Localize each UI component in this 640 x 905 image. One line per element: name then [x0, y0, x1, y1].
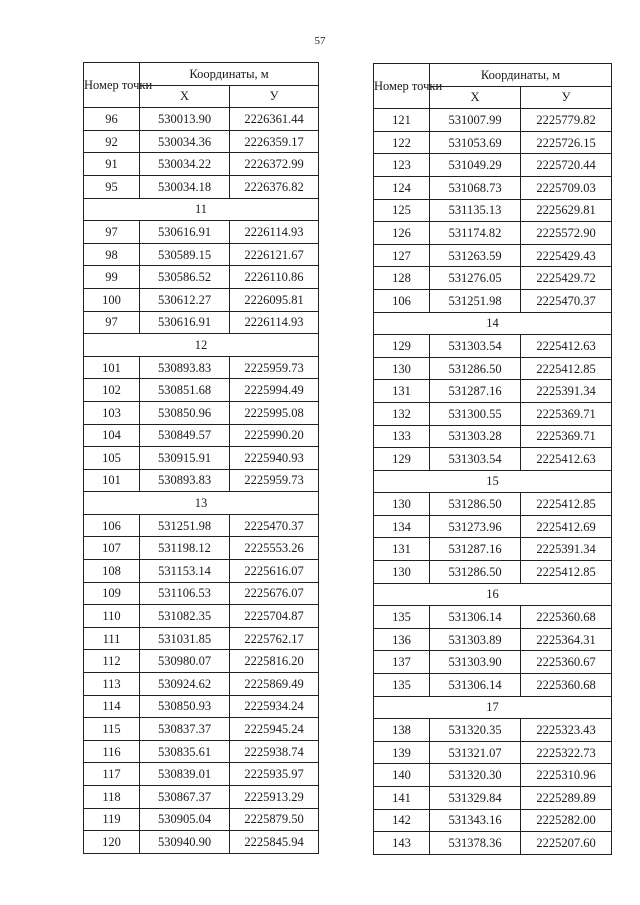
x-coordinate-cell: 531263.59	[430, 244, 521, 267]
y-coordinate-cell: 2225990.20	[230, 424, 319, 447]
table-row	[374, 764, 612, 787]
point-number-header: Номер точки	[84, 63, 140, 108]
y-coordinate-cell: 2225412.63	[521, 335, 612, 358]
table-row	[84, 650, 319, 673]
point-number-cell: 127	[374, 244, 430, 267]
table-row	[374, 267, 612, 290]
x-header: Х	[430, 86, 521, 109]
point-number-cell: 116	[84, 740, 140, 763]
table-row	[84, 424, 319, 447]
table-row	[84, 740, 319, 763]
x-coordinate-cell: 531306.14	[430, 606, 521, 629]
point-number-cell: 130	[374, 561, 430, 584]
y-coordinate-cell: 2225289.89	[521, 787, 612, 810]
x-coordinate-cell: 530915.91	[140, 447, 230, 470]
x-coordinate-cell: 530586.52	[140, 266, 230, 289]
x-coordinate-cell: 531286.50	[430, 357, 521, 380]
x-coordinate-cell: 530612.27	[140, 288, 230, 311]
x-coordinate-cell: 530980.07	[140, 650, 230, 673]
y-coordinate-cell: 2225938.74	[230, 740, 319, 763]
table-row	[374, 289, 612, 312]
table-row	[84, 627, 319, 650]
x-coordinate-cell: 531300.55	[430, 402, 521, 425]
point-number-cell: 97	[84, 221, 140, 244]
point-number-cell: 92	[84, 130, 140, 153]
x-coordinate-cell: 531343.16	[430, 809, 521, 832]
table-row	[374, 109, 612, 132]
x-coordinate-cell: 530849.57	[140, 424, 230, 447]
table-row	[374, 199, 612, 222]
group-label: 14	[374, 312, 612, 335]
y-coordinate-cell: 2226372.99	[230, 153, 319, 176]
x-coordinate-cell: 531251.98	[430, 289, 521, 312]
x-coordinate-cell: 531329.84	[430, 787, 521, 810]
table-row	[84, 130, 319, 153]
y-coordinate-cell: 2225360.68	[521, 674, 612, 697]
coordinates-table-left	[83, 62, 319, 854]
y-coordinate-cell: 2225629.81	[521, 199, 612, 222]
x-coordinate-cell: 531174.82	[430, 222, 521, 245]
table-row	[374, 176, 612, 199]
x-coordinate-cell: 530893.83	[140, 469, 230, 492]
table-row	[84, 718, 319, 741]
y-coordinate-cell: 2225572.90	[521, 222, 612, 245]
point-number-cell: 101	[84, 469, 140, 492]
table-row	[84, 831, 319, 854]
y-coordinate-cell: 2225429.72	[521, 267, 612, 290]
point-number-cell: 125	[374, 199, 430, 222]
table-row	[374, 425, 612, 448]
table-row	[374, 402, 612, 425]
point-number-cell: 135	[374, 674, 430, 697]
y-coordinate-cell: 2225994.49	[230, 379, 319, 402]
table-row	[84, 582, 319, 605]
x-coordinate-cell: 530589.15	[140, 243, 230, 266]
y-coordinate-cell: 2225709.03	[521, 176, 612, 199]
y-coordinate-cell: 2225323.43	[521, 719, 612, 742]
point-number-cell: 113	[84, 673, 140, 696]
y-coordinate-cell: 2225816.20	[230, 650, 319, 673]
x-coordinate-cell: 531068.73	[430, 176, 521, 199]
point-number-cell: 136	[374, 628, 430, 651]
table-row	[374, 335, 612, 358]
y-coordinate-cell: 2225412.85	[521, 561, 612, 584]
x-coordinate-cell: 530835.61	[140, 740, 230, 763]
y-coordinate-cell: 2225391.34	[521, 538, 612, 561]
table-row	[374, 651, 612, 674]
y-coordinate-cell: 2225935.97	[230, 763, 319, 786]
group-label: 12	[84, 334, 319, 357]
table-row	[374, 628, 612, 651]
point-number-cell: 120	[84, 831, 140, 854]
table-row	[374, 674, 612, 697]
y-coordinate-cell: 2225913.29	[230, 786, 319, 809]
table-row	[84, 266, 319, 289]
y-coordinate-cell: 2226114.93	[230, 311, 319, 334]
coordinates-table-right	[373, 63, 612, 855]
x-coordinate-cell: 531053.69	[430, 131, 521, 154]
point-number-cell: 112	[84, 650, 140, 673]
y-coordinate-cell: 2225310.96	[521, 764, 612, 787]
table-row	[374, 719, 612, 742]
x-coordinate-cell: 531303.54	[430, 335, 521, 358]
point-number-header: Номер точки	[374, 64, 430, 109]
x-coordinate-cell: 530616.91	[140, 221, 230, 244]
table-row	[374, 809, 612, 832]
y-coordinate-cell: 2225779.82	[521, 109, 612, 132]
y-coordinate-cell: 2225470.37	[230, 514, 319, 537]
table-row	[84, 379, 319, 402]
x-coordinate-cell: 531251.98	[140, 514, 230, 537]
x-coordinate-cell: 531287.16	[430, 380, 521, 403]
y-coordinate-cell: 2225704.87	[230, 605, 319, 628]
y-coordinate-cell: 2225762.17	[230, 627, 319, 650]
point-number-cell: 141	[374, 787, 430, 810]
y-coordinate-cell: 2226110.86	[230, 266, 319, 289]
table-row	[374, 493, 612, 516]
y-coordinate-cell: 2225282.00	[521, 809, 612, 832]
y-coordinate-cell: 2225959.73	[230, 356, 319, 379]
coordinates-table-left-body	[84, 108, 319, 854]
x-coordinate-cell: 531082.35	[140, 605, 230, 628]
point-number-cell: 139	[374, 741, 430, 764]
x-coordinate-cell: 530839.01	[140, 763, 230, 786]
table-row	[84, 537, 319, 560]
table-row	[84, 560, 319, 583]
y-coordinate-cell: 2225369.71	[521, 402, 612, 425]
x-coordinate-cell: 530867.37	[140, 786, 230, 809]
y-coordinate-cell: 2225959.73	[230, 469, 319, 492]
x-coordinate-cell: 531273.96	[430, 515, 521, 538]
y-coordinate-cell: 2225412.63	[521, 448, 612, 471]
point-number-cell: 132	[374, 402, 430, 425]
table-row	[84, 763, 319, 786]
table-row	[84, 243, 319, 266]
point-number-cell: 122	[374, 131, 430, 154]
y-coordinate-cell: 2225369.71	[521, 425, 612, 448]
point-number-cell: 129	[374, 448, 430, 471]
x-coordinate-cell: 531321.07	[430, 741, 521, 764]
point-number-cell: 117	[84, 763, 140, 786]
table-row	[84, 108, 319, 131]
coordinates-table-right-body	[374, 109, 612, 855]
y-coordinate-cell: 2225429.43	[521, 244, 612, 267]
x-coordinate-cell: 530850.93	[140, 695, 230, 718]
point-number-cell: 128	[374, 267, 430, 290]
table-row	[374, 380, 612, 403]
group-row	[84, 198, 319, 221]
point-number-cell: 131	[374, 380, 430, 403]
y-coordinate-cell: 2225726.15	[521, 131, 612, 154]
x-coordinate-cell: 531106.53	[140, 582, 230, 605]
y-coordinate-cell: 2225934.24	[230, 695, 319, 718]
group-label: 15	[374, 470, 612, 493]
table-row	[374, 538, 612, 561]
group-row	[374, 470, 612, 493]
table-row	[84, 311, 319, 334]
x-coordinate-cell: 530850.96	[140, 401, 230, 424]
point-number-cell: 109	[84, 582, 140, 605]
y-coordinate-cell: 2225553.26	[230, 537, 319, 560]
point-number-cell: 103	[84, 401, 140, 424]
y-coordinate-cell: 2225616.07	[230, 560, 319, 583]
x-coordinate-cell: 531135.13	[430, 199, 521, 222]
x-coordinate-cell: 530034.36	[140, 130, 230, 153]
x-coordinate-cell: 530034.22	[140, 153, 230, 176]
table-row	[84, 288, 319, 311]
y-coordinate-cell: 2225391.34	[521, 380, 612, 403]
y-coordinate-cell: 2226376.82	[230, 175, 319, 198]
point-number-cell: 140	[374, 764, 430, 787]
x-coordinate-cell: 531378.36	[430, 832, 521, 855]
page-number: 57	[314, 35, 326, 47]
point-number-cell: 96	[84, 108, 140, 131]
point-number-cell: 100	[84, 288, 140, 311]
y-coordinate-cell: 2226359.17	[230, 130, 319, 153]
table-row	[84, 786, 319, 809]
point-number-cell: 102	[84, 379, 140, 402]
point-number-cell: 130	[374, 493, 430, 516]
x-coordinate-cell: 531303.89	[430, 628, 521, 651]
x-coordinate-cell: 531198.12	[140, 537, 230, 560]
y-coordinate-cell: 2225879.50	[230, 808, 319, 831]
point-number-cell: 130	[374, 357, 430, 380]
x-coordinate-cell: 530034.18	[140, 175, 230, 198]
table-row	[84, 808, 319, 831]
y-coordinate-cell: 2225720.44	[521, 154, 612, 177]
x-coordinate-cell: 531303.28	[430, 425, 521, 448]
x-coordinate-cell: 531287.16	[430, 538, 521, 561]
point-number-cell: 137	[374, 651, 430, 674]
table-row	[374, 448, 612, 471]
y-header: У	[521, 86, 612, 109]
table-row	[374, 222, 612, 245]
point-number-cell: 107	[84, 537, 140, 560]
y-coordinate-cell: 2225995.08	[230, 401, 319, 424]
table-row	[374, 787, 612, 810]
y-coordinate-cell: 2226114.93	[230, 221, 319, 244]
y-coordinate-cell: 2225945.24	[230, 718, 319, 741]
point-number-cell: 91	[84, 153, 140, 176]
group-row	[374, 583, 612, 606]
x-coordinate-cell: 531153.14	[140, 560, 230, 583]
x-coordinate-cell: 531320.30	[430, 764, 521, 787]
y-coordinate-cell: 2225360.67	[521, 651, 612, 674]
table-row	[84, 605, 319, 628]
y-coordinate-cell: 2225676.07	[230, 582, 319, 605]
group-row	[84, 334, 319, 357]
table-row	[374, 561, 612, 584]
group-row	[374, 312, 612, 335]
x-coordinate-cell: 531031.85	[140, 627, 230, 650]
y-header: У	[230, 85, 319, 108]
point-number-cell: 133	[374, 425, 430, 448]
point-number-cell: 121	[374, 109, 430, 132]
point-number-cell: 97	[84, 311, 140, 334]
point-number-cell: 101	[84, 356, 140, 379]
x-coordinate-cell: 531320.35	[430, 719, 521, 742]
x-coordinate-cell: 531286.50	[430, 561, 521, 584]
y-coordinate-cell: 2225412.69	[521, 515, 612, 538]
y-coordinate-cell: 2225412.85	[521, 357, 612, 380]
point-number-cell: 142	[374, 809, 430, 832]
x-coordinate-cell: 530013.90	[140, 108, 230, 131]
table-row	[374, 154, 612, 177]
point-number-cell: 134	[374, 515, 430, 538]
table-row	[374, 131, 612, 154]
group-row	[84, 492, 319, 515]
table-row	[374, 606, 612, 629]
y-coordinate-cell: 2225207.60	[521, 832, 612, 855]
table-row	[84, 401, 319, 424]
table-row	[374, 357, 612, 380]
group-label: 11	[84, 198, 319, 221]
table-row	[84, 695, 319, 718]
y-coordinate-cell: 2225360.68	[521, 606, 612, 629]
table-row	[84, 447, 319, 470]
point-number-cell: 110	[84, 605, 140, 628]
y-coordinate-cell: 2226361.44	[230, 108, 319, 131]
group-row	[374, 696, 612, 719]
x-coordinate-cell: 530851.68	[140, 379, 230, 402]
point-number-cell: 123	[374, 154, 430, 177]
point-number-cell: 98	[84, 243, 140, 266]
x-coordinate-cell: 531007.99	[430, 109, 521, 132]
point-number-cell: 119	[84, 808, 140, 831]
point-number-cell: 124	[374, 176, 430, 199]
x-coordinate-cell: 531303.54	[430, 448, 521, 471]
point-number-cell: 114	[84, 695, 140, 718]
table-row	[374, 515, 612, 538]
group-label: 17	[374, 696, 612, 719]
x-coordinate-cell: 530893.83	[140, 356, 230, 379]
point-number-cell: 129	[374, 335, 430, 358]
x-coordinate-cell: 531286.50	[430, 493, 521, 516]
y-coordinate-cell: 2225940.93	[230, 447, 319, 470]
y-coordinate-cell: 2225364.31	[521, 628, 612, 651]
y-coordinate-cell: 2225470.37	[521, 289, 612, 312]
y-coordinate-cell: 2226095.81	[230, 288, 319, 311]
y-coordinate-cell: 2226121.67	[230, 243, 319, 266]
table-row	[84, 469, 319, 492]
group-label: 16	[374, 583, 612, 606]
x-coordinate-cell: 530837.37	[140, 718, 230, 741]
point-number-cell: 138	[374, 719, 430, 742]
point-number-cell: 111	[84, 627, 140, 650]
group-label: 13	[84, 492, 319, 515]
x-coordinate-cell: 530616.91	[140, 311, 230, 334]
y-coordinate-cell: 2225869.49	[230, 673, 319, 696]
x-coordinate-cell: 531306.14	[430, 674, 521, 697]
table-row	[84, 356, 319, 379]
table-row	[374, 741, 612, 764]
table-row	[84, 175, 319, 198]
point-number-cell: 135	[374, 606, 430, 629]
point-number-cell: 115	[84, 718, 140, 741]
x-coordinate-cell: 530924.62	[140, 673, 230, 696]
table-row	[374, 244, 612, 267]
point-number-cell: 143	[374, 832, 430, 855]
x-coordinate-cell: 531303.90	[430, 651, 521, 674]
x-coordinate-cell: 530905.04	[140, 808, 230, 831]
table-row	[84, 221, 319, 244]
point-number-cell: 95	[84, 175, 140, 198]
table-row	[374, 832, 612, 855]
point-number-cell: 126	[374, 222, 430, 245]
coordinates-header: Координаты, м	[430, 64, 612, 87]
point-number-cell: 104	[84, 424, 140, 447]
x-coordinate-cell: 531049.29	[430, 154, 521, 177]
y-coordinate-cell: 2225322.73	[521, 741, 612, 764]
point-number-cell: 131	[374, 538, 430, 561]
table-row	[84, 514, 319, 537]
y-coordinate-cell: 2225412.85	[521, 493, 612, 516]
x-coordinate-cell: 530940.90	[140, 831, 230, 854]
point-number-cell: 108	[84, 560, 140, 583]
point-number-cell: 99	[84, 266, 140, 289]
x-coordinate-cell: 531276.05	[430, 267, 521, 290]
point-number-cell: 106	[374, 289, 430, 312]
x-header: Х	[140, 85, 230, 108]
coordinates-header: Координаты, м	[140, 63, 319, 86]
point-number-cell: 105	[84, 447, 140, 470]
y-coordinate-cell: 2225845.94	[230, 831, 319, 854]
table-row	[84, 673, 319, 696]
point-number-cell: 118	[84, 786, 140, 809]
point-number-cell: 106	[84, 514, 140, 537]
table-row	[84, 153, 319, 176]
